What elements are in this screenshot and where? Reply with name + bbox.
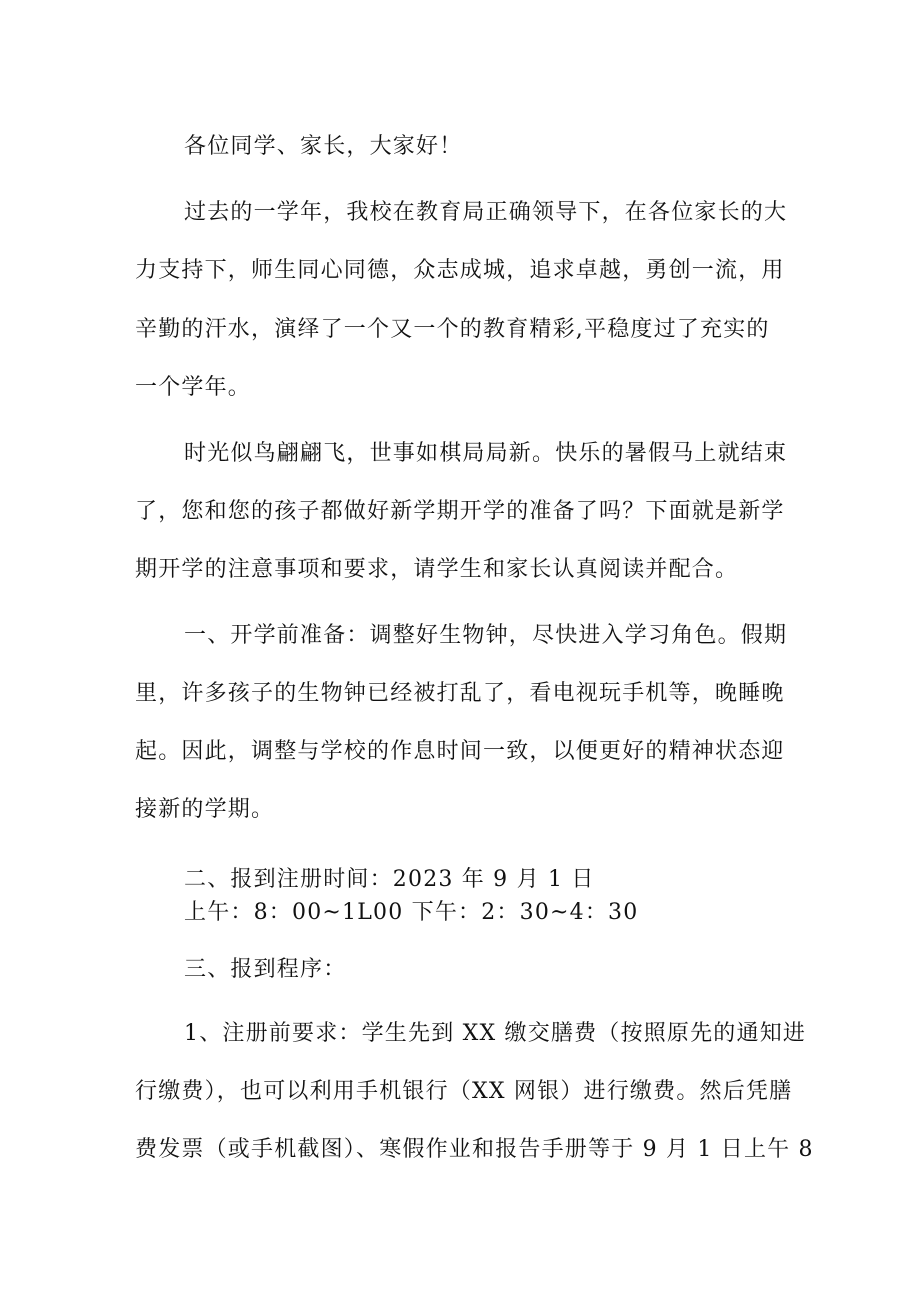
paragraph-line: 费发票（或手机截图）、寒假作业和报告手册等于 9 月 1 日上午 8 [135, 1137, 814, 1162]
registration-hours: 上午：8：00~1L00 下午：2：30~4：30 [184, 900, 639, 925]
paragraph-line: 辛勤的汗水，演绎了一个又一个的教育精彩,平稳度过了充实的 [135, 317, 770, 342]
paragraph-line: 里，许多孩子的生物钟已经被打乱了，看电视玩手机等，晚睡晚 [135, 681, 785, 706]
paragraph-line: 时光似鸟翩翩飞，世事如棋局局新。快乐的暑假马上就结束 [184, 441, 788, 466]
section-heading: 二、报到注册时间：2023 年 9 月 1 日 [184, 867, 595, 892]
paragraph-line: 一个学年。 [135, 375, 252, 400]
paragraph-line: 期开学的注意事项和要求，请学生和家长认真阅读并配合。 [135, 557, 739, 582]
paragraph-line: 接新的学期。 [135, 797, 275, 822]
paragraph-line: 一、开学前准备：调整好生物钟，尽快进入学习角色。假期 [184, 623, 788, 648]
paragraph-line: 行缴费），也可以利用手机银行（XX 网银）进行缴费。然后凭膳 [135, 1079, 793, 1104]
paragraph-line: 过去的一学年，我校在教育局正确领导下，在各位家长的大 [184, 200, 788, 225]
paragraph-line: 了，您和您的孩子都做好新学期开学的准备了吗？下面就是新学 [135, 499, 785, 524]
paragraph-line: 力支持下，师生同心同德，众志成城，追求卓越，勇创一流，用 [135, 258, 785, 283]
greeting: 各位同学、家长，大家好！ [184, 134, 463, 159]
section-heading: 三、报到程序： [184, 957, 347, 982]
paragraph-line: 起。因此，调整与学校的作息时间一致，以便更好的精神状态迎 [135, 739, 785, 764]
paragraph-line: 1、注册前要求：学生先到 XX 缴交膳费（按照原先的通知进 [184, 1021, 807, 1046]
